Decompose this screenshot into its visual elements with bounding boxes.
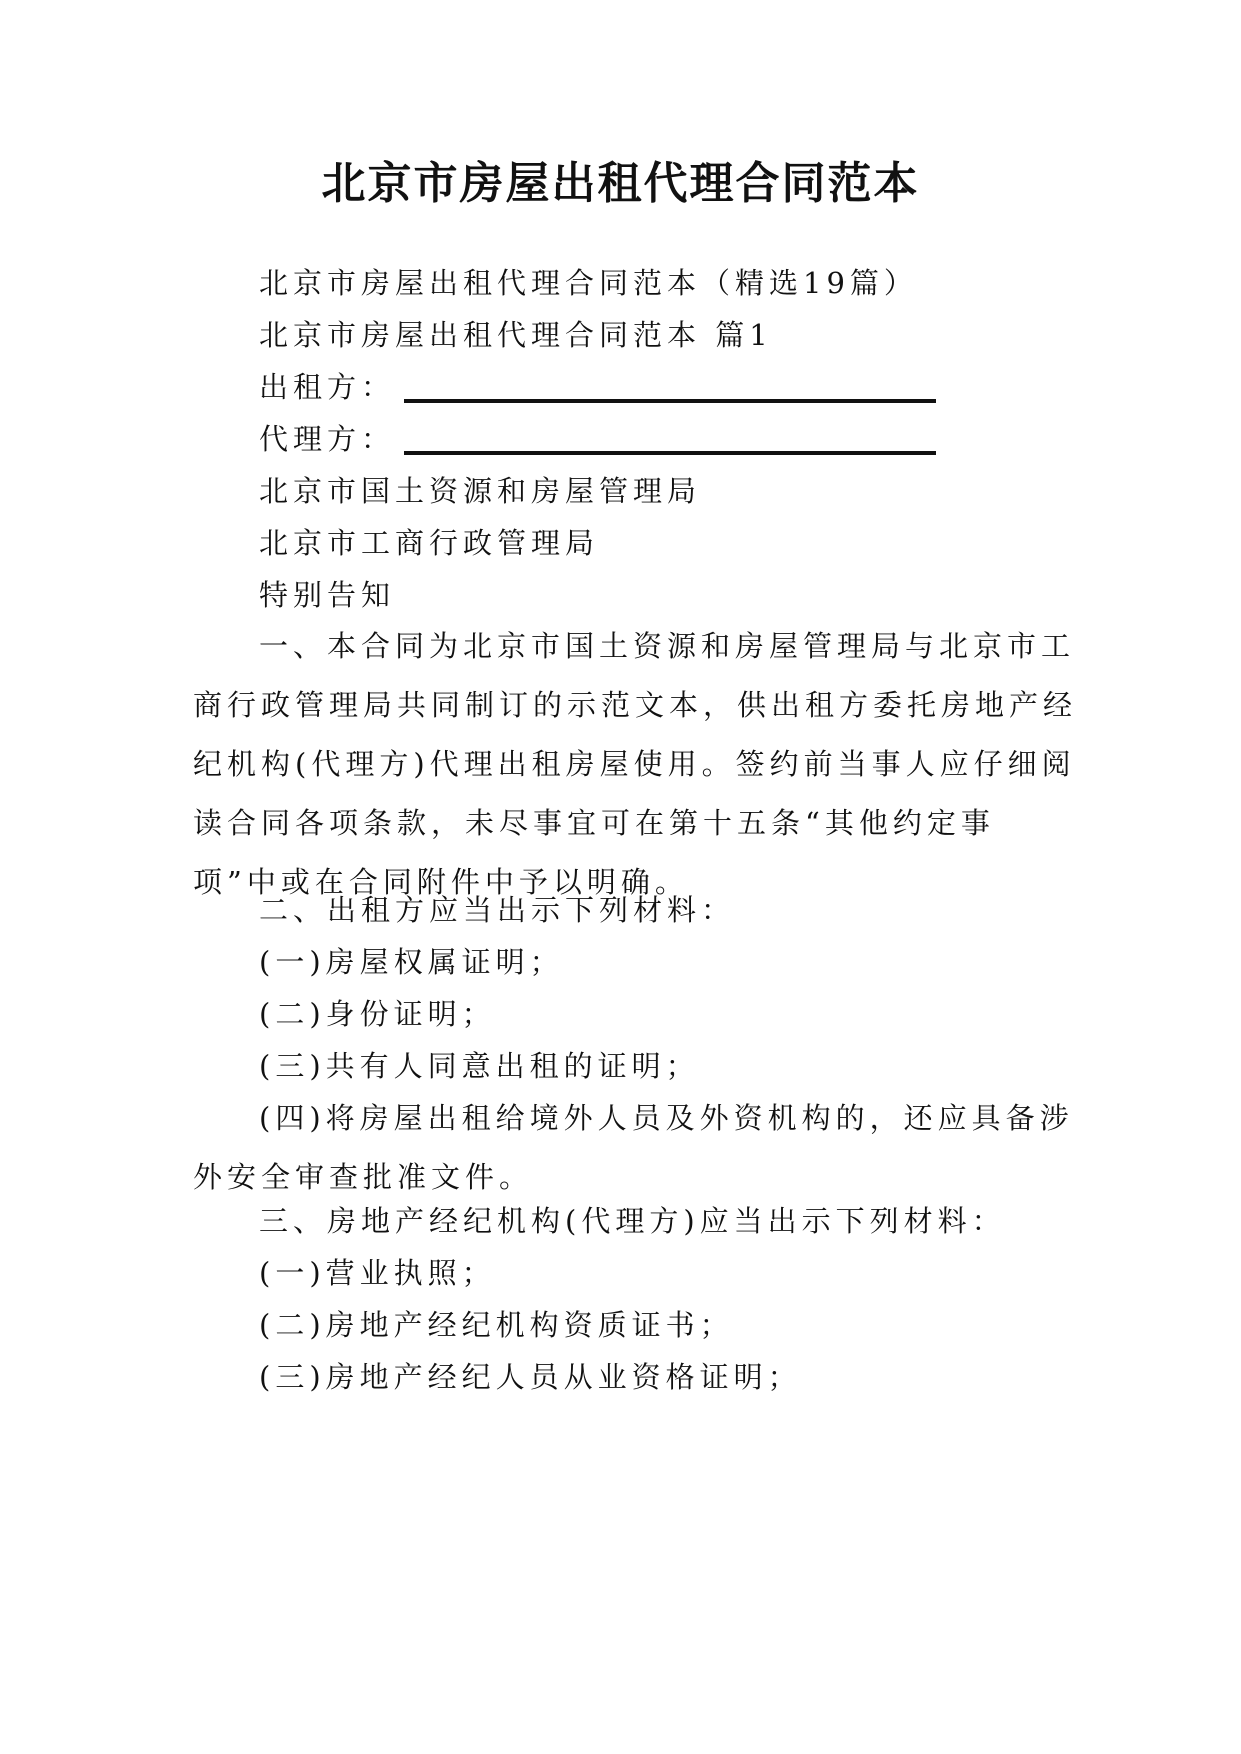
- lessor-field: [259, 367, 936, 407]
- agent-label: 代理方：: [259, 422, 396, 456]
- notice-paragraph-3: 三、房地产经纪机构(代理方)应当出示下列材料：: [259, 1204, 1006, 1238]
- authority-line: 北京市国土资源和房屋管理局: [259, 474, 702, 508]
- notice-heading: 特别告知: [259, 578, 396, 612]
- lessor-label: 出租方：: [259, 370, 396, 404]
- list-item-long: (四)将房屋出租给境外人员及外资机构的，还应具备涉外安全审查批准文件。: [193, 1101, 1074, 1194]
- notice-paragraph-1: 一、本合同为北京市国土资源和房屋管理局与北京市工商行政管理局共同制订的示范文本，供出租方委托房地产经纪机构(代理方)代理出租房屋使用。签约前当事人应仔细阅读合同各项条款，未尽事宜可在第十五条“其他约定事项”中或在合同附件中予以明确。: [193, 629, 1078, 899]
- agent-field: [259, 419, 936, 459]
- lessor-blank-line: [404, 399, 936, 403]
- list-item: (二)房地产经纪机构资质证书；: [259, 1308, 734, 1342]
- list-item: (一)房屋权属证明；: [259, 945, 564, 979]
- authority-line: 北京市工商行政管理局: [259, 526, 600, 560]
- list-item: (二)身份证明；: [259, 997, 496, 1031]
- list-item: (三)房地产经纪人员从业资格证明；: [259, 1360, 802, 1394]
- section-heading: 北京市房屋出租代理合同范本 篇1: [259, 318, 773, 352]
- agent-blank-line: [404, 451, 936, 455]
- notice-paragraph-2: 二、出租方应当出示下列材料：: [259, 893, 736, 927]
- list-item: (一)营业执照；: [259, 1256, 496, 1290]
- document-subtitle: 北京市房屋出租代理合同范本（精选19篇）: [259, 266, 918, 300]
- document-title: 北京市房屋出租代理合同范本: [321, 158, 920, 209]
- list-item: (三)共有人同意出租的证明；: [259, 1049, 700, 1083]
